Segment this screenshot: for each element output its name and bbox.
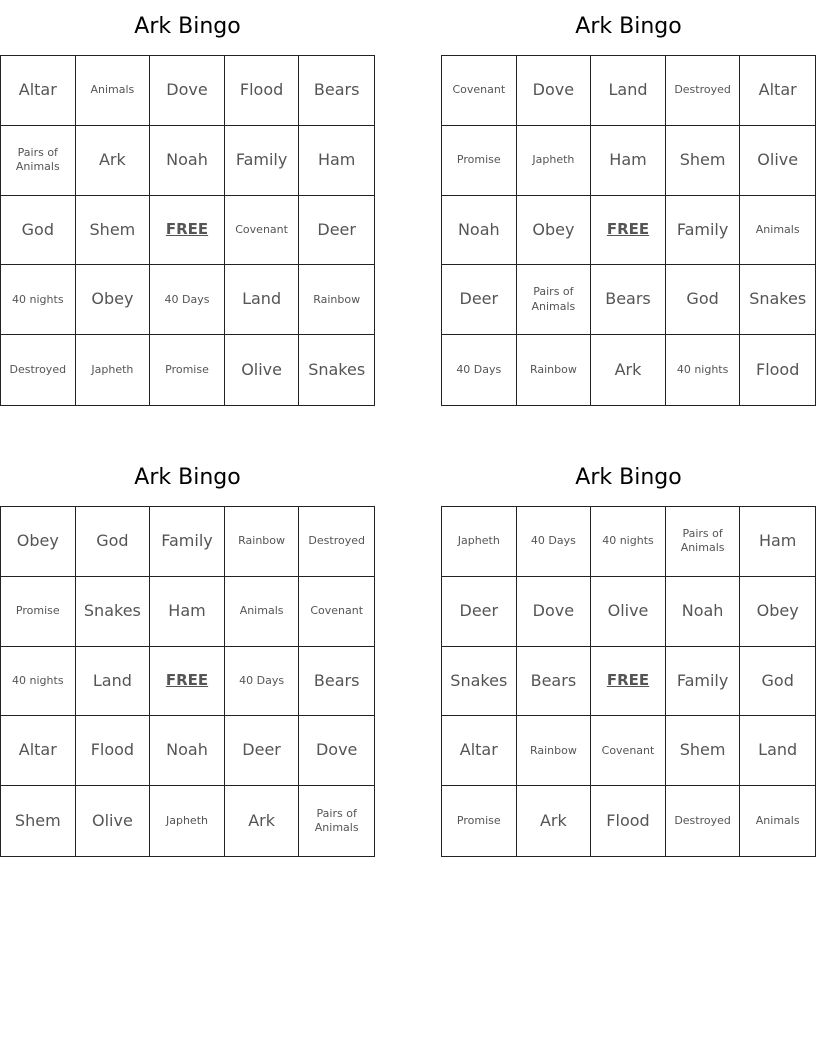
bingo-cell: Shem: [1, 786, 76, 856]
bingo-cell: Snakes: [308, 359, 366, 379]
bingo-cell: Olive: [76, 786, 151, 856]
bingo-cell: Noah: [442, 196, 517, 266]
bingo-cell: Olive: [740, 126, 815, 196]
bingo-grid: [441, 55, 816, 406]
bingo-cell: Land: [740, 716, 815, 786]
bingo-cell: Shem: [76, 196, 151, 266]
bingo-cell: 40 nights: [666, 335, 741, 405]
free-space-cell: FREE: [150, 647, 225, 717]
bingo-cell: Japheth: [150, 786, 225, 856]
bingo-cell: Promise: [1, 577, 76, 647]
free-space-cell: FREE: [591, 647, 666, 717]
bingo-cell: Rainbow: [225, 507, 300, 577]
bingo-cell: Land: [591, 56, 666, 126]
bingo-cell: Obey: [1, 507, 76, 577]
bingo-cell: Family: [225, 126, 300, 196]
bingo-cell: Family: [150, 507, 225, 577]
bingo-cell: Japheth: [517, 126, 592, 196]
bingo-cell: Shem: [666, 716, 741, 786]
bingo-cell: Dove: [517, 56, 592, 126]
bingo-cell: Snakes: [740, 265, 815, 335]
bingo-cell: Land: [225, 265, 300, 335]
bingo-cell: Noah: [150, 716, 225, 786]
card-title: Ark Bingo: [575, 465, 682, 490]
card-title: Ark Bingo: [134, 14, 241, 39]
bingo-cell: Promise: [442, 126, 517, 196]
bingo-cell: 40 nights: [1, 265, 76, 335]
bingo-cell: Altar: [1, 716, 76, 786]
bingo-cell: Flood: [591, 786, 666, 856]
bingo-cell: Pairs of Animals: [314, 806, 359, 835]
bingo-cell: Covenant: [299, 577, 374, 647]
bingo-grid: [441, 506, 816, 857]
bingo-cell: Covenant: [225, 196, 300, 266]
bingo-cell: Deer: [442, 265, 517, 335]
bingo-cell: Deer: [442, 577, 517, 647]
bingo-cell: 40 nights: [591, 507, 666, 577]
bingo-cell: Dove: [150, 56, 225, 126]
bingo-cell: Obey: [740, 577, 815, 647]
bingo-cell: Rainbow: [517, 716, 592, 786]
bingo-cell: Animals: [225, 577, 300, 647]
bingo-cell: Deer: [299, 196, 374, 266]
bingo-cell: Animals: [755, 813, 800, 827]
free-space-cell: FREE: [150, 196, 225, 266]
bingo-cell: Promise: [150, 335, 225, 405]
bingo-cell: God: [666, 265, 741, 335]
bingo-cell: Dove: [517, 577, 592, 647]
bingo-cell: Ham: [740, 507, 815, 577]
bingo-cell: Ham: [150, 577, 225, 647]
bingo-cell: Deer: [225, 716, 300, 786]
card-title: Ark Bingo: [575, 14, 682, 39]
bingo-cell: 40 Days: [442, 335, 517, 405]
bingo-cell: Covenant: [591, 716, 666, 786]
bingo-cell: 40 Days: [517, 507, 592, 577]
bingo-grid: [0, 506, 375, 857]
bingo-cell: Snakes: [76, 577, 151, 647]
bingo-cell: Bears: [299, 56, 374, 126]
bingo-cell: God: [76, 507, 151, 577]
bingo-cell: Altar: [1, 56, 76, 126]
bingo-cell: Shem: [666, 126, 741, 196]
bingo-cell: 40 nights: [1, 647, 76, 717]
bingo-cell: Destroyed: [666, 56, 741, 126]
bingo-cell: 40 Days: [225, 647, 300, 717]
bingo-cell: Noah: [666, 577, 741, 647]
bingo-cell: Land: [76, 647, 151, 717]
bingo-cell: Dove: [299, 716, 374, 786]
bingo-cell: Family: [666, 647, 741, 717]
bingo-cell: Ark: [591, 335, 666, 405]
bingo-cell: Obey: [517, 196, 592, 266]
bingo-cell: 40 Days: [150, 265, 225, 335]
bingo-cell: Snakes: [442, 647, 517, 717]
bingo-cell: Ark: [76, 126, 151, 196]
bingo-cell: Flood: [755, 359, 800, 379]
bingo-cell: Ham: [591, 126, 666, 196]
bingo-cell: Flood: [76, 716, 151, 786]
bingo-cell: Family: [666, 196, 741, 266]
bingo-cell: Olive: [225, 335, 300, 405]
bingo-cell: Altar: [442, 716, 517, 786]
bingo-cell: Animals: [740, 196, 815, 266]
bingo-cell: Ham: [299, 126, 374, 196]
bingo-cell: Japheth: [76, 335, 151, 405]
bingo-cell: Japheth: [442, 507, 517, 577]
bingo-cell: Pairs of Animals: [666, 507, 741, 577]
bingo-cell: Rainbow: [299, 265, 374, 335]
bingo-cell: Pairs of Animals: [1, 126, 76, 196]
bingo-cell: Altar: [740, 56, 815, 126]
bingo-cell: Promise: [442, 786, 517, 856]
bingo-cell: Bears: [591, 265, 666, 335]
card-title: Ark Bingo: [134, 465, 241, 490]
bingo-cell: Destroyed: [299, 507, 374, 577]
bingo-cell: God: [1, 196, 76, 266]
bingo-cell: Covenant: [442, 56, 517, 126]
bingo-cell: God: [740, 647, 815, 717]
free-space-cell: FREE: [591, 196, 666, 266]
bingo-cell: Pairs of Animals: [517, 265, 592, 335]
bingo-cell: Obey: [76, 265, 151, 335]
bingo-cell: Noah: [150, 126, 225, 196]
bingo-cell: Destroyed: [666, 786, 741, 856]
bingo-grid: [0, 55, 375, 406]
bingo-cell: Bears: [299, 647, 374, 717]
bingo-cell: Ark: [517, 786, 592, 856]
bingo-cell: Destroyed: [1, 335, 76, 405]
bingo-cell: Olive: [591, 577, 666, 647]
bingo-cell: Animals: [76, 56, 151, 126]
bingo-cell: Bears: [517, 647, 592, 717]
bingo-cell: Rainbow: [517, 335, 592, 405]
bingo-cell: Flood: [225, 56, 300, 126]
bingo-cell: Ark: [225, 786, 300, 856]
